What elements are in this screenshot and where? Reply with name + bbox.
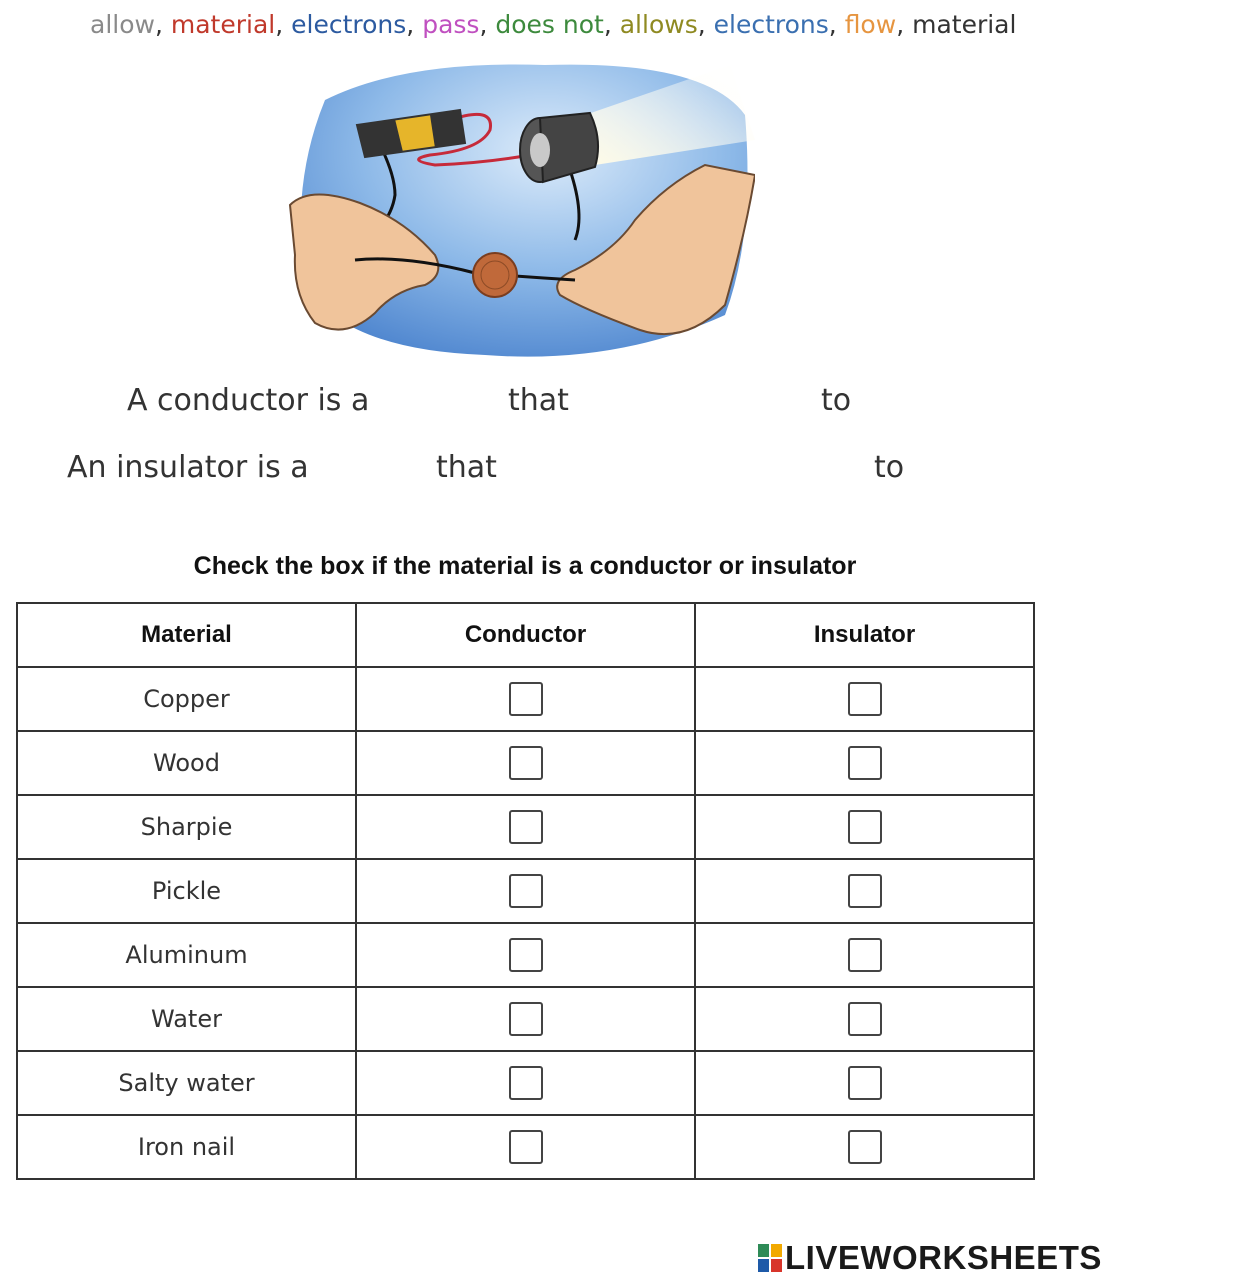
insulator-cell — [695, 1115, 1034, 1179]
conductor-checkbox[interactable] — [509, 682, 543, 716]
conductor-checkbox[interactable] — [509, 874, 543, 908]
insulator-checkbox[interactable] — [848, 1130, 882, 1164]
insulator-cell — [695, 795, 1034, 859]
word-bank-separator: , — [275, 10, 292, 39]
insulator-cell — [695, 731, 1034, 795]
conductor-checkbox[interactable] — [509, 1130, 543, 1164]
material-name-cell: Copper — [17, 667, 356, 731]
conductor-sentence-that: that — [508, 383, 569, 418]
conductor-cell — [356, 987, 695, 1051]
table-row — [17, 859, 1034, 923]
material-name-cell: Salty water — [17, 1051, 356, 1115]
materials-table — [16, 602, 1035, 1180]
conductor-cell — [356, 1051, 695, 1115]
table-row — [17, 795, 1034, 859]
table-instruction: Check the box if the material is a conductor or insulator — [193, 552, 857, 580]
insulator-checkbox[interactable] — [848, 746, 882, 780]
material-name-cell: Wood — [17, 731, 356, 795]
word-bank-separator: , — [154, 10, 171, 39]
insulator-checkbox[interactable] — [848, 1066, 882, 1100]
header-conductor: Conductor — [356, 603, 695, 667]
insulator-checkbox[interactable] — [848, 682, 882, 716]
word-bank-word: material — [912, 10, 1017, 39]
material-name-cell: Sharpie — [17, 795, 356, 859]
conductor-checkbox[interactable] — [509, 810, 543, 844]
insulator-sentence-start: An insulator is a — [67, 450, 309, 485]
conductor-cell — [356, 859, 695, 923]
word-bank-word: allow — [90, 10, 155, 39]
insulator-checkbox[interactable] — [848, 938, 882, 972]
insulator-cell — [695, 667, 1034, 731]
conductor-cell — [356, 667, 695, 731]
word-bank-separator: , — [603, 10, 620, 39]
word-bank-word: allows — [619, 10, 698, 39]
table-row — [17, 923, 1034, 987]
conductor-cell — [356, 795, 695, 859]
word-bank-word: pass — [422, 10, 480, 39]
material-name-cell: Water — [17, 987, 356, 1051]
word-bank — [90, 10, 1016, 46]
word-bank-word: electrons — [291, 10, 407, 39]
conductor-sentence-start: A conductor is a — [127, 383, 370, 418]
table-row — [17, 667, 1034, 731]
penny-icon — [473, 253, 517, 297]
table-row — [17, 731, 1034, 795]
insulator-checkbox[interactable] — [848, 1002, 882, 1036]
insulator-sentence-that: that — [436, 450, 497, 485]
word-bank-separator: , — [479, 10, 496, 39]
insulator-sentence-to: to — [874, 450, 905, 485]
insulator-cell — [695, 987, 1034, 1051]
word-bank-separator: , — [406, 10, 423, 39]
conductor-cell — [356, 1115, 695, 1179]
insulator-cell — [695, 1051, 1034, 1115]
table-body — [17, 667, 1034, 1179]
conductor-checkbox[interactable] — [509, 1066, 543, 1100]
word-bank-word: flow — [844, 10, 897, 39]
brand-name: LIVEWORKSHEETS — [785, 1239, 1102, 1276]
table-row — [17, 1115, 1034, 1179]
conductor-checkbox[interactable] — [509, 938, 543, 972]
insulator-cell — [695, 859, 1034, 923]
word-bank-separator: , — [828, 10, 845, 39]
circuit-illustration — [285, 55, 755, 360]
conductor-checkbox[interactable] — [509, 1002, 543, 1036]
word-bank-word: electrons — [713, 10, 829, 39]
material-name-cell: Pickle — [17, 859, 356, 923]
insulator-checkbox[interactable] — [848, 874, 882, 908]
header-insulator: Insulator — [695, 603, 1034, 667]
conductor-cell — [356, 923, 695, 987]
conductor-sentence-to: to — [821, 383, 852, 418]
insulator-cell — [695, 923, 1034, 987]
table-header-row — [17, 603, 1034, 667]
conductor-cell — [356, 731, 695, 795]
word-bank-separator: , — [896, 10, 913, 39]
material-name-cell: Aluminum — [17, 923, 356, 987]
liveworksheets-logo — [757, 1238, 1102, 1278]
word-bank-word: material — [170, 10, 276, 39]
conductor-checkbox[interactable] — [509, 746, 543, 780]
insulator-checkbox[interactable] — [848, 810, 882, 844]
table-row — [17, 1051, 1034, 1115]
word-bank-separator: , — [697, 10, 714, 39]
header-material: Material — [17, 603, 356, 667]
liveworksheets-logo-icon — [757, 1243, 783, 1273]
material-name-cell: Iron nail — [17, 1115, 356, 1179]
word-bank-word: does not — [495, 10, 604, 39]
table-row — [17, 987, 1034, 1051]
